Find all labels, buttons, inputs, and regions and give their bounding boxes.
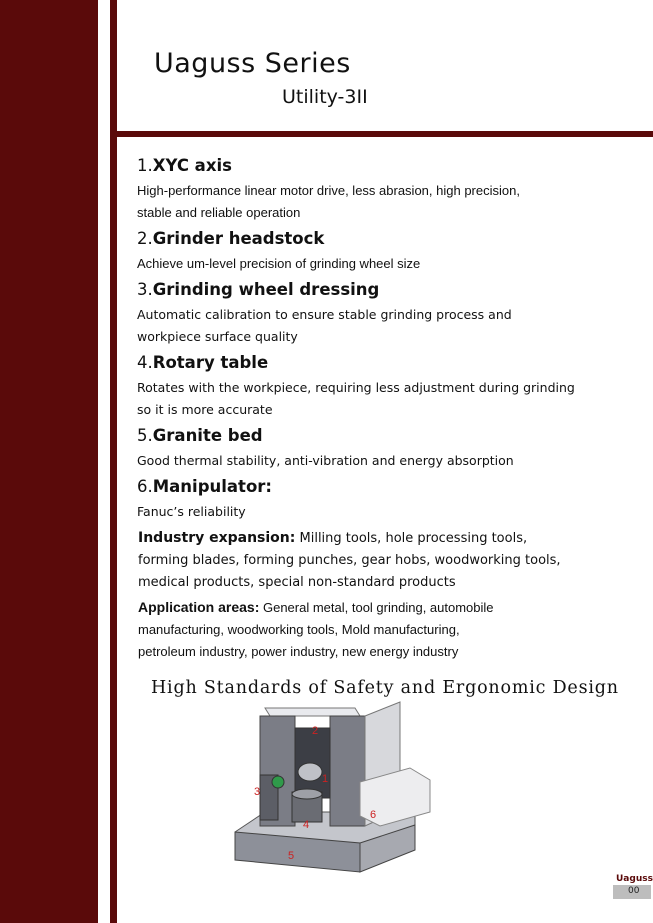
feature-desc-line: Fanuc’s reliability bbox=[137, 504, 246, 519]
page-number: 00 bbox=[628, 886, 640, 896]
series-title: Uaguss Series bbox=[154, 48, 351, 79]
feature-item bbox=[137, 155, 642, 224]
callout-label-6: 6 bbox=[370, 809, 377, 821]
feature-number: 5. bbox=[137, 426, 153, 445]
feature-title: Granite bed bbox=[152, 426, 263, 445]
callout-label-1: 1 bbox=[322, 773, 329, 785]
callout-label-2: 2 bbox=[312, 725, 319, 737]
feature-desc-line: stable and reliable operation bbox=[137, 205, 301, 220]
callout-label-5: 5 bbox=[288, 850, 295, 862]
footer-logo: Uaguss bbox=[616, 874, 653, 884]
feature-item bbox=[137, 476, 642, 523]
feature-title: Manipulator: bbox=[152, 477, 273, 496]
feature-desc-line: High-performance linear motor drive, less abrasion, high precision, bbox=[137, 183, 520, 198]
feature-number: 1. bbox=[137, 156, 153, 175]
feature-number: 2. bbox=[137, 229, 153, 248]
industry-text: Milling tools, hole processing tools, bbox=[295, 531, 528, 546]
industry-expansion bbox=[138, 527, 642, 594]
feature-number: 3. bbox=[137, 280, 153, 299]
feature-list bbox=[137, 155, 642, 663]
feature-desc-line: Achieve um-level precision of grinding wheel size bbox=[137, 256, 421, 271]
feature-desc-line: workpiece surface quality bbox=[137, 329, 298, 344]
callout-label-4: 4 bbox=[303, 819, 310, 831]
feature-item bbox=[137, 352, 642, 421]
feature-title: Rotary table bbox=[152, 353, 269, 372]
feature-item bbox=[137, 228, 642, 275]
rotary-table-top bbox=[292, 789, 322, 799]
feature-title: Grinder headstock bbox=[152, 229, 325, 248]
application-text-line: manufacturing, woodworking tools, Mold manufacturing, bbox=[138, 622, 460, 637]
feature-number: 6. bbox=[137, 477, 153, 496]
application-text-line: petroleum industry, power industry, new energy industry bbox=[138, 644, 459, 659]
machine-frame-top bbox=[265, 708, 360, 716]
callout-label-3: 3 bbox=[254, 786, 261, 798]
dressing-wheel bbox=[272, 776, 284, 788]
grinder-headstock bbox=[298, 763, 322, 781]
header-divider bbox=[117, 131, 653, 137]
feature-desc-line: Automatic calibration to ensure stable grinding process and bbox=[137, 307, 512, 322]
application-label: Application areas: bbox=[138, 599, 260, 615]
left-accent-line bbox=[110, 0, 117, 923]
feature-title: XYC axis bbox=[152, 156, 232, 175]
feature-item bbox=[137, 425, 642, 472]
left-brand-bar bbox=[0, 0, 98, 923]
industry-label: Industry expansion: bbox=[138, 530, 296, 546]
model-subtitle: Utility-3II bbox=[282, 86, 368, 108]
application-text-line: General metal, tool grinding, automobile bbox=[259, 600, 494, 615]
application-areas bbox=[138, 596, 642, 663]
machine-diagram bbox=[230, 700, 440, 880]
industry-text: medical products, special non-standard products bbox=[138, 575, 456, 590]
feature-desc-line: so it is more accurate bbox=[137, 402, 273, 417]
safety-section-title: High Standards of Safety and Ergonomic Design bbox=[151, 678, 619, 698]
industry-text: forming blades, forming punches, gear hobs, woodworking tools, bbox=[138, 553, 561, 568]
feature-number: 4. bbox=[137, 353, 153, 372]
feature-title: Grinding wheel dressing bbox=[152, 280, 380, 299]
feature-item bbox=[137, 279, 642, 348]
feature-desc-line: Good thermal stability, anti-vibration and energy absorption bbox=[137, 453, 514, 468]
feature-desc-line: Rotates with the workpiece, requiring less adjustment during grinding bbox=[137, 380, 575, 395]
